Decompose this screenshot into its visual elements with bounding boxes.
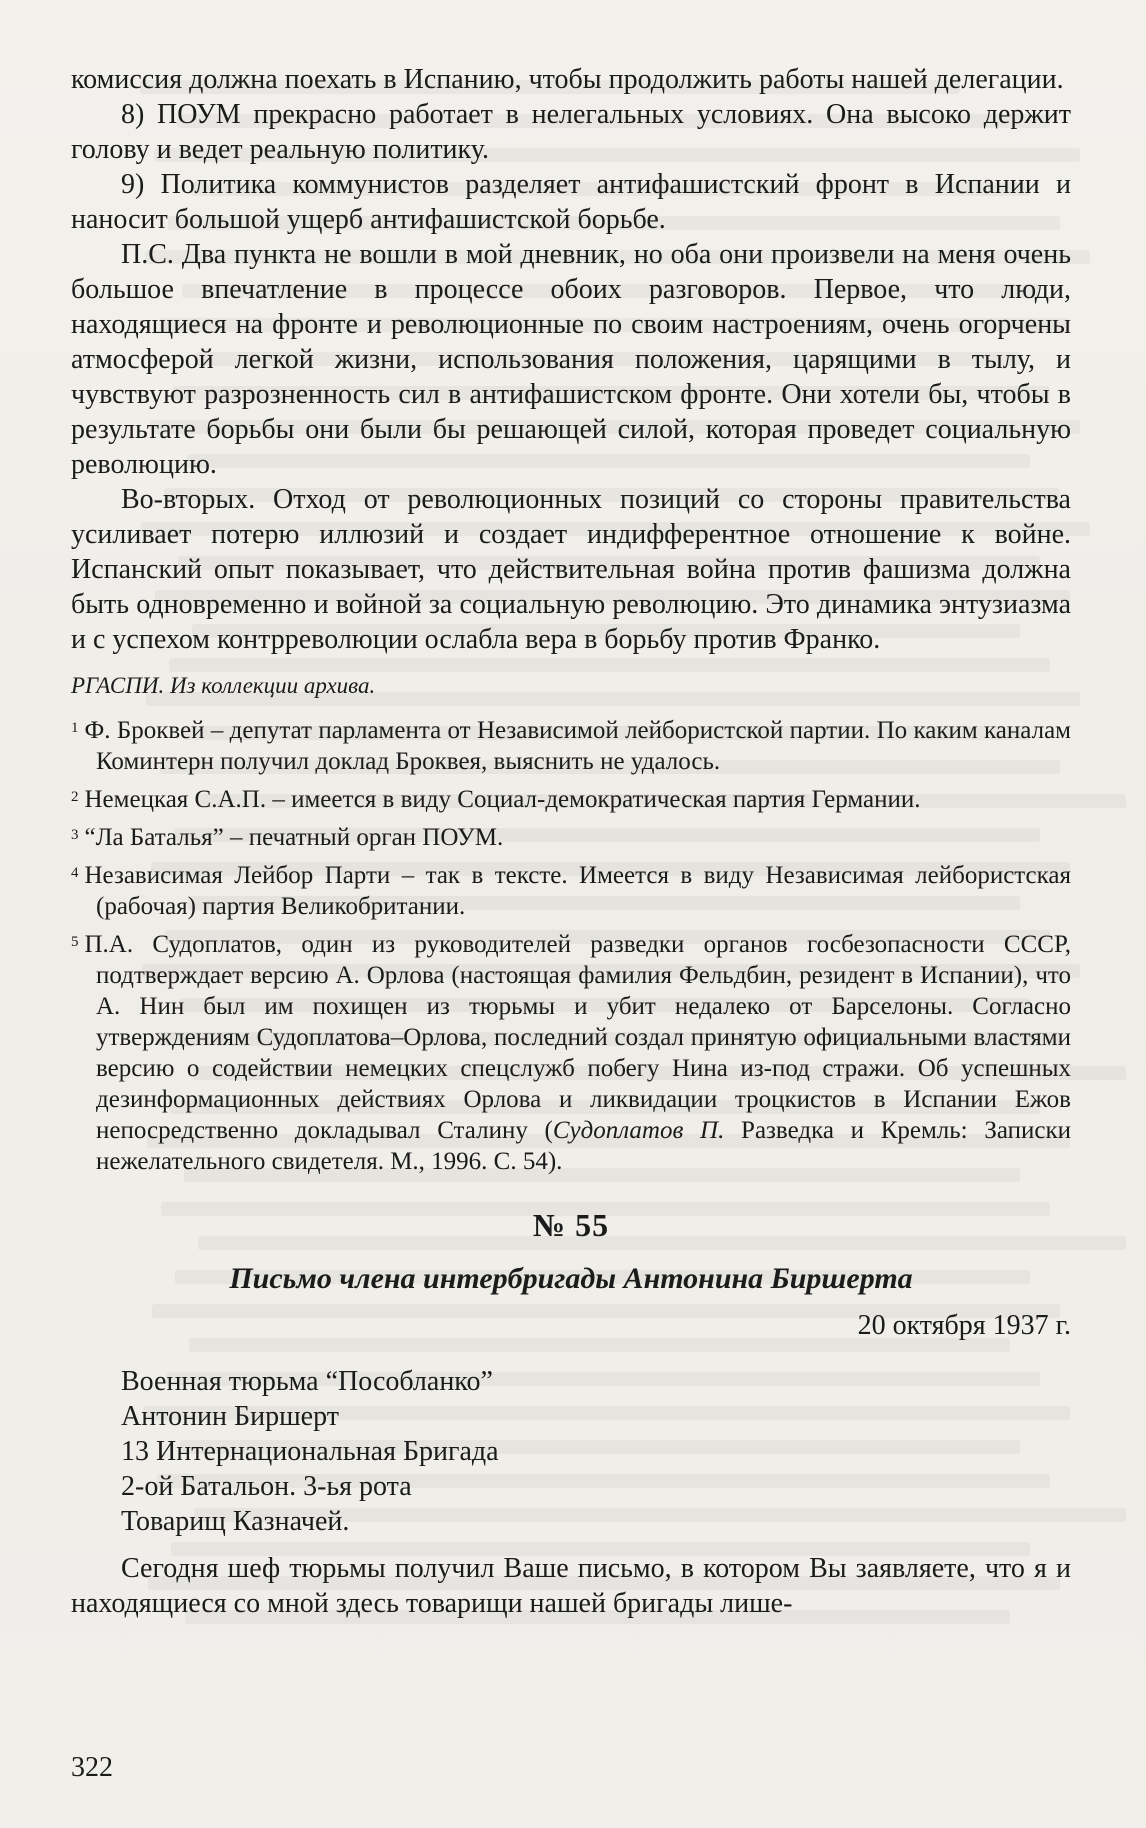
footnote: [71, 715, 1071, 777]
letter-address-block: [71, 1364, 1071, 1539]
footnote-number: 4: [71, 865, 79, 881]
footnotes: [71, 715, 1071, 1177]
document-title: Письмо члена интербригады Антонина Биршерта: [229, 1262, 913, 1295]
archive-source-note: РГАСПИ. Из коллекции архива.: [71, 673, 376, 698]
footnote-text: П.А. Судоплатов, один из руководителей разведки органов госбезопасности СССР, подтверждает версию А. Орлова (настоящая фамилия Фельдбин, резидент в Испании), что А. Нин был им похищен из тюрьмы и убит недалеко от Барселоны. Согласно утверждениям Судоплатова–Орлова, последний создал принятую официальными властями версию о содействии немецких спецслужб побегу Нина из-под стражи. Об успешных дезинформационных действиях Орлова и ликвидации троцкистов в Испании Ежов непосредственно докладывал Сталину (: [84, 931, 1071, 1144]
address-line: Антонин Биршерт: [121, 1401, 339, 1432]
body-paragraphs-top: [71, 62, 1071, 657]
footnote-text: Разведка и Кремль: Записки нежелательного свидетеля. М., 1996. С. 54).: [96, 1117, 1071, 1175]
page-number: 322: [71, 1752, 113, 1783]
document-number: № 55: [532, 1207, 610, 1243]
body-paragraph: комиссия должна поехать в Испанию, чтобы продолжить работы нашей делегации.: [71, 64, 1064, 95]
footnote-number: 2: [71, 789, 79, 805]
address-line: Военная тюрьма “Пособланко”: [121, 1366, 493, 1397]
body-paragraph: П.С. Два пункта не вошли в мой дневник, но оба они произвели на меня очень большое впечатление в процессе обоих разговоров. Первое, что люди, находящиеся на фронте и революционные по своим настроениям, очень огорчены атмосферой легкой жизни, использования положения, царящими в тылу, и чувствуют разрозненность сил в антифашистском фронте. Они хотели бы, чтобы в результате борьбы они были бы решающей силой, которая проведет социальную революцию.: [71, 239, 1071, 480]
footnote: [71, 784, 1071, 815]
address-line: 13 Интернациональная Бригада: [121, 1436, 499, 1467]
footnote: [71, 822, 1071, 853]
body-paragraph: 9) Политика коммунистов разделяет антифашистский фронт в Испании и наносит большой ущерб антифашистской борьбе.: [71, 169, 1071, 235]
footnote-number: 3: [71, 827, 79, 843]
document-date: 20 октября 1937 г.: [857, 1310, 1071, 1341]
letter-opening-paragraph: Сегодня шеф тюрьмы получил Ваше письмо, в котором Вы заявляете, что я и находящиеся со мной здесь товарищи нашей бригады лише-: [71, 1553, 1071, 1619]
footnote-number: 1: [71, 720, 79, 736]
footnote-text: Независимая Лейбор Парти – так в тексте. Имеется в виду Независимая лейбористская (рабочая) партия Великобритании.: [84, 862, 1071, 920]
footnote-text: “Ла Баталья” – печатный орган ПОУМ.: [84, 824, 504, 851]
footnote-text: Ф. Броквей – депутат парламента от Независимой лейбористской партии. По каким каналам Коминтерн получил доклад Броквея, выяснить не удалось.: [84, 717, 1071, 775]
page-text-block: [71, 62, 1071, 1621]
footnote-author: Судоплатов П.: [552, 1117, 725, 1144]
address-line: Товарищ Казначей.: [121, 1506, 350, 1537]
body-paragraph: Во-вторых. Отход от революционных позиций со стороны правительства усиливает потерю иллюзий и создает индифферентное отношение к войне. Испанский опыт показывает, что действительная война против фашизма должна быть одновременно и войной за социальную революцию. Это динамика энтузиазма и с успехом контрреволюции ослабла вера в борьбу против Франко.: [71, 484, 1071, 655]
footnote-number: 5: [71, 934, 79, 950]
footnote: [71, 929, 1071, 1177]
address-line: 2-ой Батальон. 3-ья рота: [121, 1471, 412, 1502]
body-paragraph: 8) ПОУМ прекрасно работает в нелегальных условиях. Она высоко держит голову и ведет реальную политику.: [71, 99, 1071, 165]
footnote-text: Немецкая С.А.П. – имеется в виду Социал-демократическая партия Германии.: [84, 786, 921, 813]
footnote: [71, 860, 1071, 922]
